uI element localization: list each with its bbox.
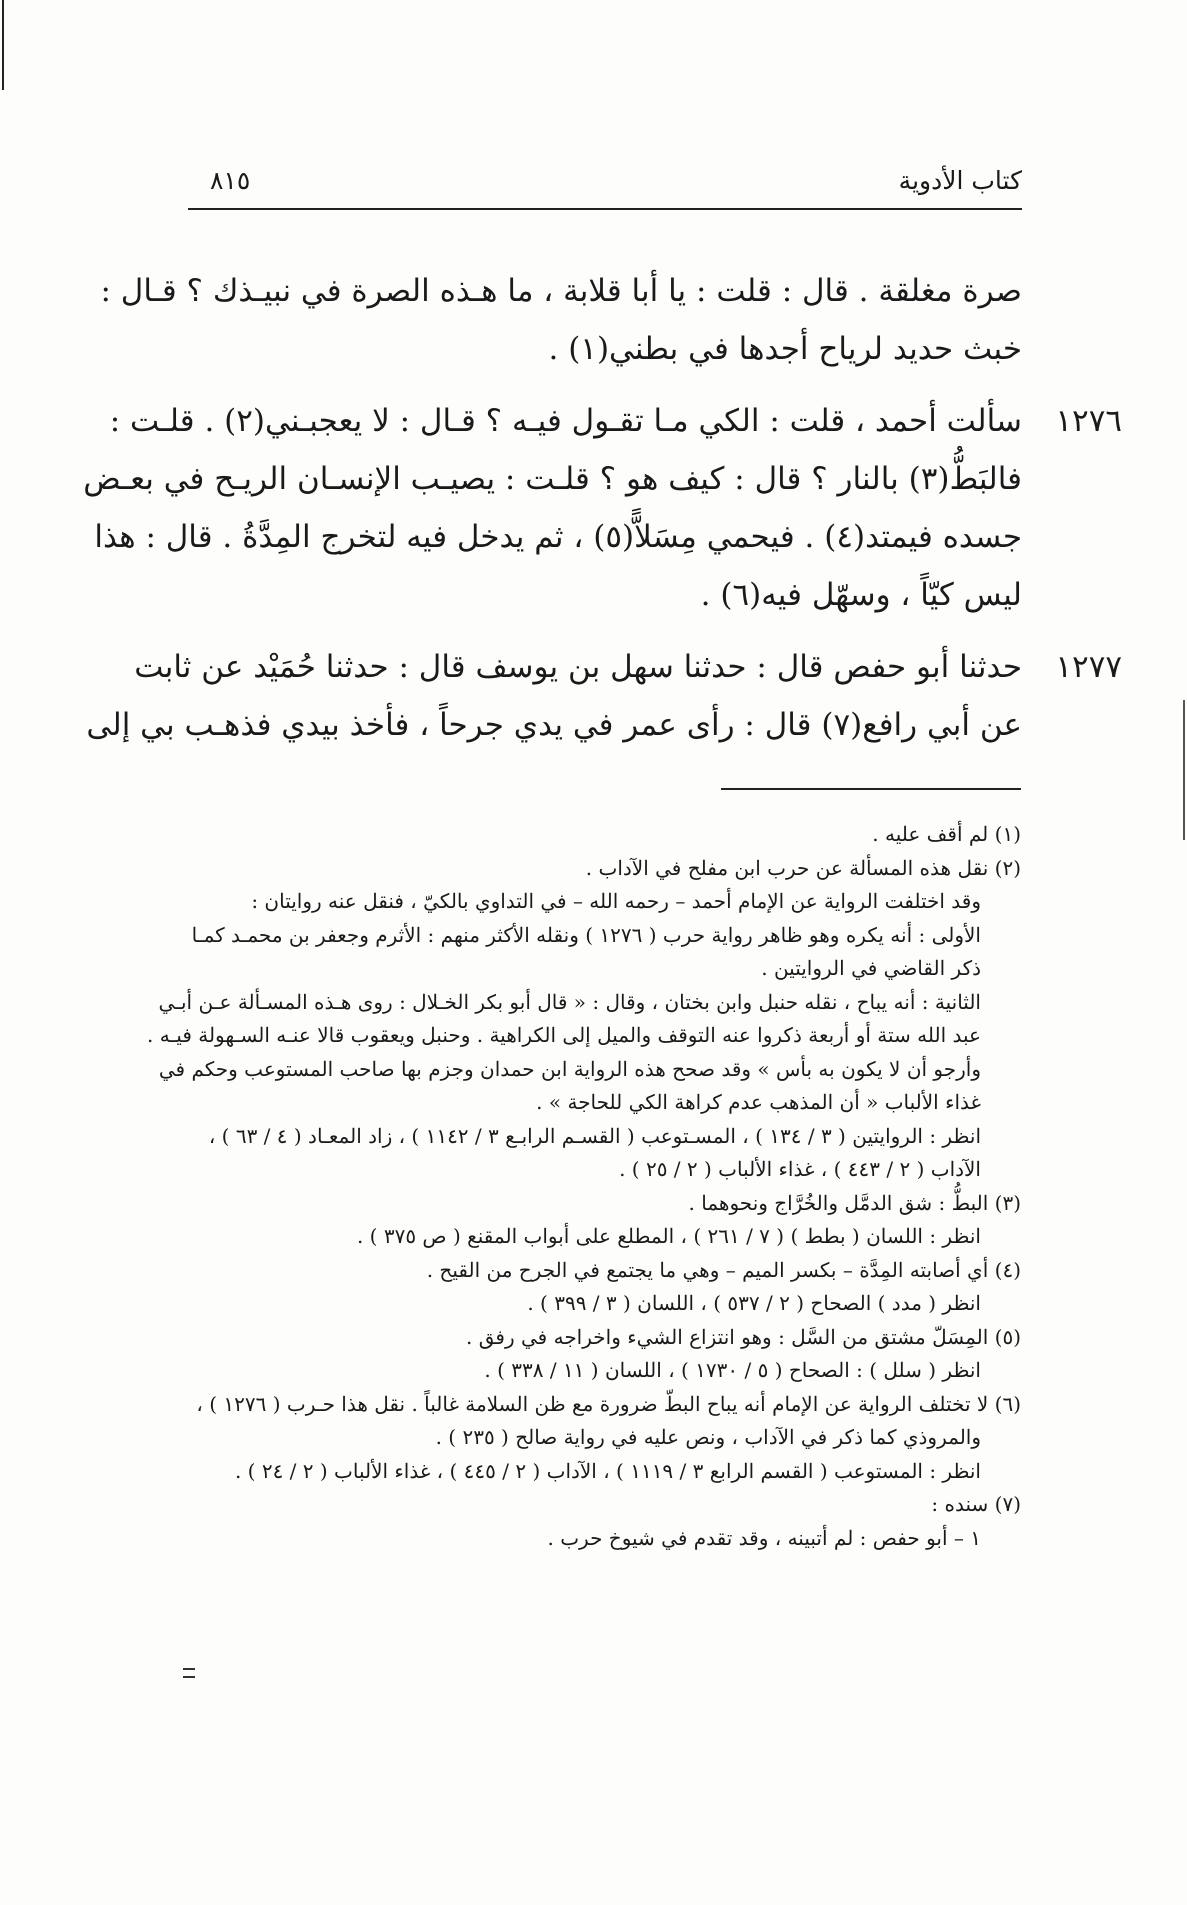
footnotes <box>146 818 1021 1555</box>
footnote-line: انظر : الروايتين ( ٣ / ١٣٤ ) ، المسـتوعب ( القسـم الرابـع ٣ / ١١٤٢ ) ، زاد المعـاد ( ٤ / ٦٣ ) ، <box>208 1123 981 1148</box>
paragraph-1277 <box>86 638 1122 754</box>
text-line: ليس كيّاً ، وسهّل فيه(٦) . <box>700 577 1022 613</box>
footnote-line: عبد الله ستة أو أربعة ذكروا عنه التوقف والميل إلى الكراهية . وحنبل ويعقوب قالا عنـه السـهولة فيـه . <box>146 1023 981 1047</box>
text-line: فالبَطُّ(٣) بالنار ؟ قال : كيف هو ؟ قلـت : يصيـب الإنسـان الريـح في بعـض <box>83 461 1022 497</box>
footnote-line: ذكر القاضي في الروايتين . <box>761 956 981 980</box>
running-header <box>188 160 1022 210</box>
footnote-line: انظر : اللسان ( بطط ) ( ٧ / ٢٦١ ) ، المطلع على أبواب المقنع ( ص ٣٧٥ ) . <box>356 1224 981 1248</box>
book-title: كتاب الأدوية <box>898 166 1022 195</box>
footnote-line: (٢) نقل هذه المسألة عن حرب ابن مفلح في الآداب . <box>585 855 1021 880</box>
page-number: ٨١٥ <box>210 166 251 195</box>
footnote-line: (٥) المِسَلّ مشتق من السَّل : وهو انتزاع الشيء واخراجه في رفق . <box>466 1324 1021 1349</box>
footnote-line: الآداب ( ٢ / ٤٤٣ ) ، غذاء الألباب ( ٢ / ٢٥ ) . <box>619 1157 981 1181</box>
text-line: حدثنا أبو حفص قال : حدثنا سهل بن يوسف قال : حدثنا حُمَيْد عن ثابت <box>134 649 1022 685</box>
footnote-line: (٧) سنده : <box>931 1492 1021 1516</box>
footnote-line: والمروذي كما ذكر في الآداب ، ونص عليه في رواية صالح ( ٢٣٥ ) . <box>435 1425 981 1449</box>
footnote-line: (١) لم أقف عليه . <box>872 822 1021 846</box>
text-line: عن أبي رافع(٧) قال : رأى عمر في يدي جرحاً ، فأخذ بيدي فذهـب بي إلى <box>86 707 1022 743</box>
footnote-line: الثانية : أنه يباح ، نقله حنبل وابن بختان ، وقال : « قال أبو بكر الخـلال : روى هـذه المسـألة عـن أبـي <box>158 989 981 1014</box>
footnote-separator <box>721 788 1021 790</box>
text-line: جسده فيمتد(٤) . فيحمي مِسَلاًّ(٥) ، ثم يدخل فيه لتخرج المِدَّةُ . قال : هذا <box>94 519 1022 555</box>
footnote-line: انظر : المستوعب ( القسم الرابع ٣ / ١١١٩ ) ، الآداب ( ٢ / ٤٤٥ ) ، غذاء الألباب ( ٢ / ٢٤ ) . <box>234 1458 981 1483</box>
footnote-line: (٣) البطُّ : شق الدمَّل والخُرَّاج ونحوهما . <box>688 1190 1021 1215</box>
footnote-line: (٤) أي أصابته المِدَّة – بكسر الميم – وهي ما يجتمع في الجرح من القيح . <box>426 1257 1021 1282</box>
paragraph-1276 <box>83 392 1122 624</box>
page-end-mark <box>183 1668 195 1678</box>
footnote-line: انظر ( مدد ) الصحاح ( ٢ / ٥٣٧ ) ، اللسان ( ٣ / ٣٩٩ ) . <box>527 1291 981 1315</box>
footnote-line: وقد اختلفت الرواية عن الإمام أحمد – رحمه الله – في التداوي بالكيّ ، فنقل عنه روايتان : <box>251 889 981 913</box>
text-line: خبث حديد لرياح أجدها في بطني(١) . <box>548 331 1022 367</box>
scan-right-edge <box>1183 700 1185 840</box>
paragraph-number: ١٢٧٧ <box>1055 649 1122 685</box>
footnote-line: ١ – أبو حفص : لم أتبينه ، وقد تقدم في شيوخ حرب . <box>547 1525 981 1550</box>
text-line: صرة مغلقة . قال : قلت : يا أبا قلابة ، ما هـذه الصرة في نبيـذك ؟ قـال : <box>100 273 1022 309</box>
footnote-line: انظر ( سلل ) : الصحاح ( ٥ / ١٧٣٠ ) ، اللسان ( ١١ / ٣٣٨ ) . <box>484 1358 981 1382</box>
footnote-line: غذاء الألباب « أن المذهب عدم كراهة الكي للحاجة » . <box>536 1090 981 1114</box>
scan-edge-line <box>2 0 4 90</box>
footnote-line: (٦) لا تختلف الرواية عن الإمام أنه يباح البطّ ضرورة مع ظن السلامة غالباً . نقل هذا حـرب ( ١٢٧٦ ) ، <box>196 1391 1021 1416</box>
footnote-line: وأرجو أن لا يكون به بأس » وقد صحح هذه الرواية ابن حمدان وجزم بها صاحب المستوعب وحكم في <box>158 1056 981 1081</box>
footnote-line: الأولى : أنه يكره وهو ظاهر رواية حرب ( ١٢٧٦ ) ونقله الأكثر منهم : الأثرم وجعفر بن محمـد كمـا <box>191 922 981 947</box>
paragraph-continuation <box>100 262 1022 378</box>
text-line: سألت أحمد ، قلت : الكي مـا تقـول فيـه ؟ قـال : لا يعجبـني(٢) . قلـت : <box>109 403 1022 439</box>
paragraph-number: ١٢٧٦ <box>1055 403 1122 439</box>
main-text <box>83 262 1122 768</box>
